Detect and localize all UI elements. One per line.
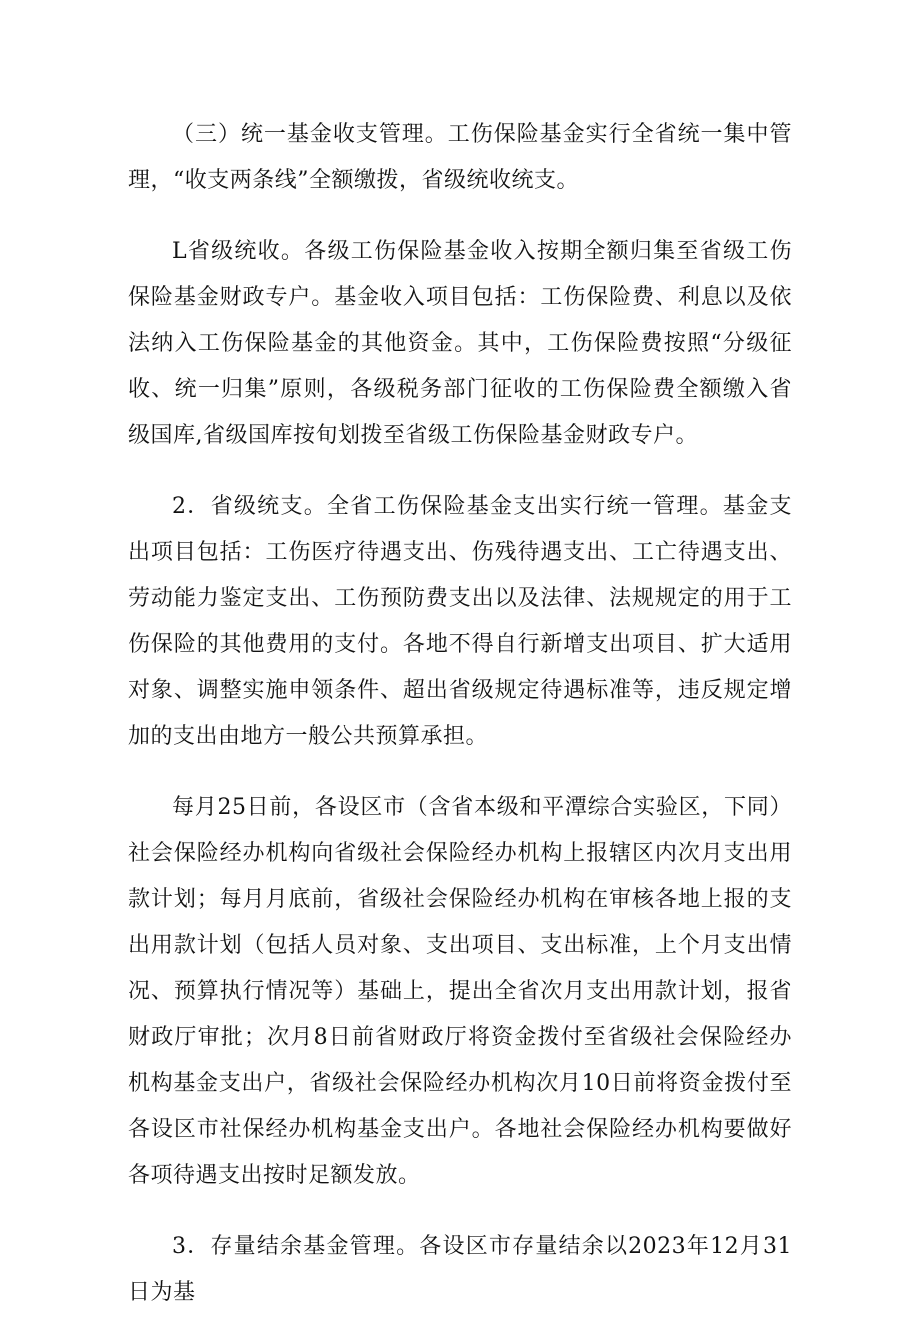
paragraph-provincial-collection: L省级统收。各级工伤保险基金收入按期全额归集至省级工伤保险基金财政专户。基金收入项目包括：工伤保险费、利息以及依法纳入工伤保险基金的其他资金。其中，工伤保险费按照“分级征收、统一归集”原则，各级税务部门征收的工伤保险费全额缴入省级国库,省级国库按旬划拨至省级工伤保险基金财政专户。 xyxy=(128,239,792,448)
document-body xyxy=(128,112,792,1341)
paragraph-monthly-payment-plan: 每月25日前，各设区市（含省本级和平潭综合实验区，下同）社会保险经办机构向省级社会保险经办机构上报辖区内次月支出用款计划；每月月底前，省级社会保险经办机构在审核各地上报的支出用款计划（包括人员对象、支出项目、支出标准，上个月支出情况、预算执行情况等）基础上，提出全省次月支出用款计划，报省财政厅审批；次月8日前省财政厅将资金拨付至省级社会保险经办机构基金支出户，省级社会保险经办机构次月10日前将资金拨付至各设区市社保经办机构基金支出户。各地社会保险经办机构要做好各项待遇支出按时足额发放。 xyxy=(128,795,792,1188)
paragraph-unified-fund-management: （三）统一基金收支管理。工伤保险基金实行全省统一集中管理，“收支两条线”全额缴拨，省级统收统支。 xyxy=(128,122,792,193)
paragraph-provincial-expenditure: 2．省级统支。全省工伤保险基金支出实行统一管理。基金支出项目包括：工伤医疗待遇支出、伤残待遇支出、工亡待遇支出、劳动能力鉴定支出、工伤预防费支出以及法律、法规规定的用于工伤保险的其他费用的支付。各地不得自行新增支出项目、扩大适用对象、调整实施申领条件、超出省级规定待遇标准等，违反规定增加的支出由地方一般公共预算承担。 xyxy=(128,494,792,749)
paragraph-surplus-fund-management: 3．存量结余基金管理。各设区市存量结余以2023年12月31日为基 xyxy=(128,1234,792,1305)
